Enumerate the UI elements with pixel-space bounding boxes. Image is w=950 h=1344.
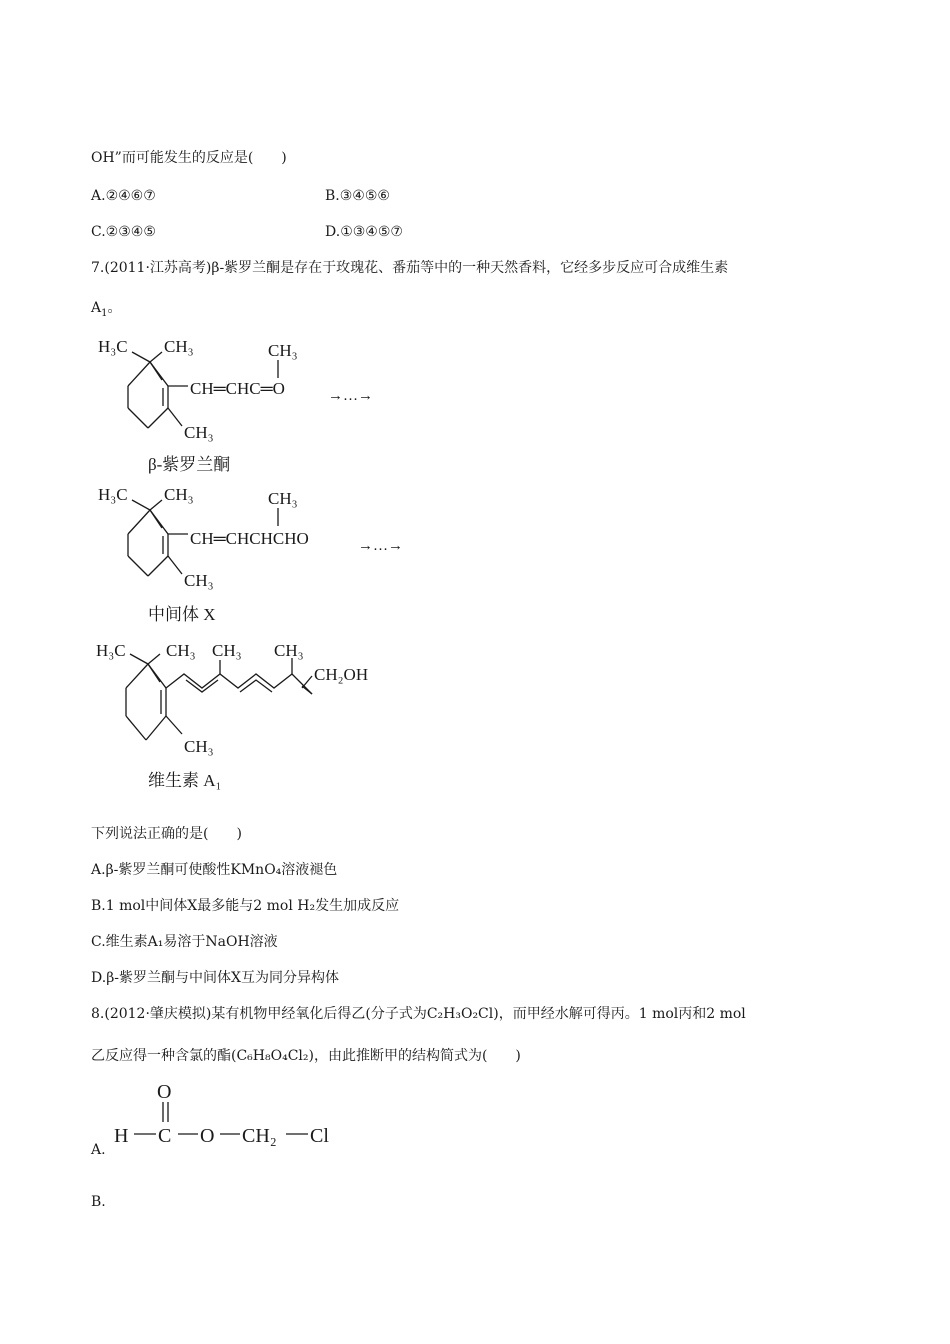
q6-option-c: C.②③④⑤ xyxy=(91,224,156,240)
q6-option-a: A.②④⑥⑦ xyxy=(91,188,156,204)
q8-option-b-label: B. xyxy=(91,1194,106,1210)
q7-option-a: A.β-紫罗兰酮可使酸性KMnO₄溶液褪色 xyxy=(91,862,338,878)
intermediate-chain: CH═CHCHCHO xyxy=(190,529,309,548)
intermediate-ch3-top: CH₃ xyxy=(164,485,194,504)
vitamin-ch3-b: CH₃ xyxy=(274,641,304,660)
ionone-structure xyxy=(90,330,420,478)
q8-stem-line2: 乙反应得一种含氯的酯(C₆H₈O₄Cl₂)，由此推断甲的结构简式为( ) xyxy=(91,1048,521,1064)
q7-stem-line2: $A_1$。 xyxy=(91,300,122,319)
vitamin-a1-structure xyxy=(90,636,410,796)
q6-stem-tail: OH”而可能发生的反应是( ) xyxy=(91,150,287,166)
intermediate-ch3-ring: CH₃ xyxy=(184,571,214,590)
vitamin-ch3-ring: CH₃ xyxy=(184,737,214,756)
q8-stem-line1: 8.(2012·肇庆模拟)某有机物甲经氧化后得乙(分子式为C₂H₃O₂Cl)，而甲经水解可得丙。1 mol丙和2 mol xyxy=(91,1006,746,1022)
intermediate-ch3-branch: CH₃ xyxy=(268,489,298,508)
q8-option-a-label: A. xyxy=(91,1142,106,1158)
q7-stem-line1: 7.(2011·江苏高考)β-紫罗兰酮是存在于玫瑰花、番茄等中的一种天然香料，它经多步反应可合成维生素 xyxy=(91,260,729,276)
q6-option-b: B.③④⑤⑥ xyxy=(325,188,390,204)
intermediate-arrow: →…→ xyxy=(358,538,403,554)
vitamin-tail: CH₂OH xyxy=(314,665,369,684)
ionone-arrow: →…→ xyxy=(328,388,373,404)
ionone-h3c: H₃C xyxy=(98,337,128,356)
q8-formula-cl: Cl xyxy=(310,1125,329,1147)
q6-option-d: D.①③④⑤⑦ xyxy=(325,224,403,240)
intermediate-caption: 中间体 X xyxy=(148,605,216,624)
q8-formula-o-top: O xyxy=(157,1081,172,1103)
q8-formula-ch2: CH₂ xyxy=(242,1125,277,1147)
vitamin-h3c: H₃C xyxy=(96,641,126,660)
q7-option-b: B.1 mol中间体X最多能与2 mol H₂发生加成反应 xyxy=(91,898,400,914)
q8-formula-h: H xyxy=(114,1125,129,1147)
ionone-ch3-branch: CH₃ xyxy=(268,341,298,360)
vitamin-ch3-top: CH₃ xyxy=(166,641,196,660)
ionone-ch3-top: CH₃ xyxy=(164,337,194,356)
q7-option-d: D.β-紫罗兰酮与中间体X互为同分异构体 xyxy=(91,970,339,986)
vitamin-ch3-a: CH₃ xyxy=(212,641,242,660)
q7-option-c: C.维生素A₁易溶于NaOH溶液 xyxy=(91,934,278,950)
ionone-caption: β-紫罗兰酮 xyxy=(148,455,231,474)
ionone-ch3-ring: CH₃ xyxy=(184,423,214,442)
q7-question: 下列说法正确的是( ) xyxy=(91,826,242,842)
ionone-chain: CH═CHC═O xyxy=(190,379,285,398)
vitamin-caption: 维生素 A₁ xyxy=(148,771,222,790)
intermediate-h3c: H₃C xyxy=(98,485,128,504)
q8-formula-c: C xyxy=(158,1125,172,1147)
q8-formula-o: O xyxy=(200,1125,215,1147)
q8-option-a-formula xyxy=(110,1076,350,1156)
intermediate-structure xyxy=(90,482,430,630)
